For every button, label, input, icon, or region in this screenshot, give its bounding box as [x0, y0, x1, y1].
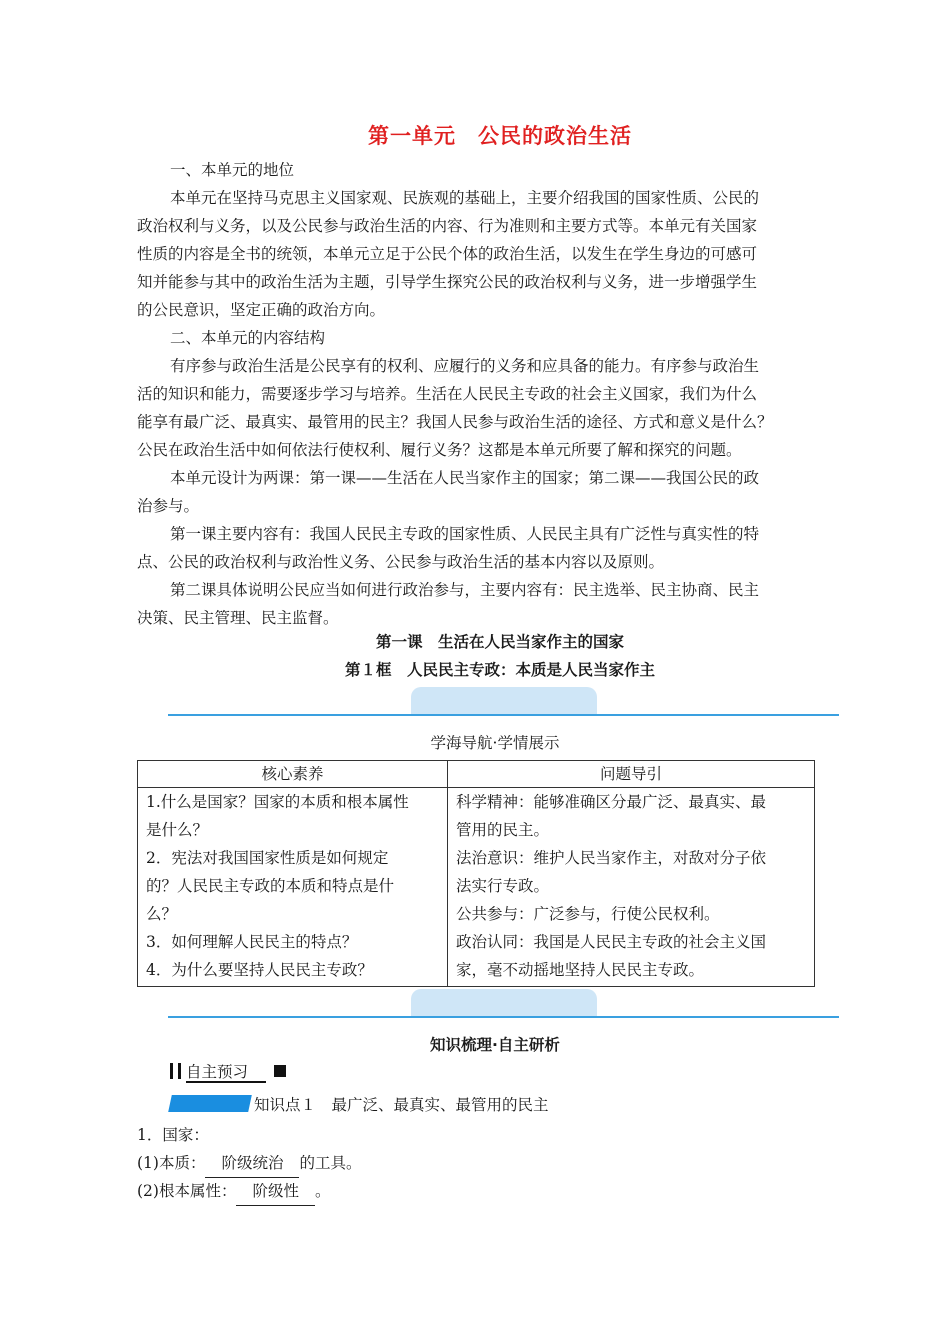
cell-line: 科学精神：能够准确区分最广泛、最真实、最	[456, 793, 767, 811]
section-heading-2: 二、本单元的内容结构	[170, 329, 326, 347]
item-attribute-prefix: (2)根本属性：	[137, 1182, 237, 1200]
cell-line: 1.什么是国家？国家的本质和根本属性	[146, 793, 409, 811]
paragraph-line: 决策、民主管理、民主监督。	[137, 609, 339, 627]
knowledge-point-heading	[170, 1093, 549, 1119]
knowledge-section-label: 知识梳理·自主研析	[430, 1036, 560, 1054]
self-study-heading	[170, 1060, 286, 1082]
cell-line: 4．为什么要坚持人民民主专政？	[146, 961, 373, 979]
item-attribute	[137, 1177, 331, 1205]
fill-blank-answer: 阶级性	[236, 1177, 315, 1206]
knowledge-point-label: 知识点１ 最广泛、最真实、最管用的民主	[254, 1096, 549, 1114]
unit-title: 第一单元 公民的政治生活	[368, 124, 632, 148]
paragraph-line: 知并能参与其中的政治生活为主题，引导学生探究公民的政治权利与义务，进一步增强学生	[137, 273, 758, 291]
cell-line: 公共参与：广泛参与，行使公民权利。	[456, 905, 720, 923]
table-cell-core-literacy	[138, 788, 448, 987]
paragraph-line: 有序参与政治生活是公民享有的权利、应履行的义务和应具备的能力。有序参与政治生	[170, 357, 760, 375]
table-cell-question-guide	[448, 788, 815, 987]
paragraph-line: 本单元在坚持马克思主义国家观、民族观的基础上，主要介绍我国的国家性质、公民的	[170, 189, 760, 207]
item-attribute-suffix: 。	[314, 1182, 331, 1200]
paragraph-line: 治参与。	[137, 497, 200, 515]
item-essence-prefix: (1)本质：	[137, 1154, 206, 1172]
section-banner-tab	[411, 989, 597, 1017]
paragraph-line: 公民在政治生活中如何依法行使权利、履行义务？这都是本单元所要了解和探究的问题。	[137, 441, 742, 459]
table-header-question-guide: 问题导引	[448, 761, 815, 788]
paragraph-line: 点、公民的政治权利与政治性义务、公民参与政治生活的基本内容以及原则。	[137, 553, 665, 571]
cell-line: 法治意识：维护人民当家作主，对敌对分子依	[456, 849, 767, 867]
paragraph-line: 性质的内容是全书的统领，本单元立足于公民个体的政治生活，以发生在学生身边的可感可	[137, 245, 758, 263]
cell-line: 是什么？	[146, 821, 209, 839]
cell-line: 的？人民民主专政的本质和特点是什	[146, 877, 395, 895]
paragraph-line: 活的知识和能力，需要逐步学习与培养。生活在人民民主专政的社会主义国家，我们为什么	[137, 385, 758, 403]
paragraph-line: 本单元设计为两课：第一课——生活在人民当家作主的国家；第二课——我国公民的政	[170, 469, 760, 487]
cell-line: 2．宪法对我国国家性质是如何规定	[146, 849, 389, 867]
core-literacy-table	[137, 760, 815, 987]
knowledge-point-bar-icon	[168, 1095, 252, 1112]
frame-title: 第１框 人民民主专政：本质是人民当家作主	[344, 661, 655, 679]
section-banner-line	[168, 714, 839, 716]
section-banner-tab	[411, 687, 597, 715]
paragraph-line: 第一课主要内容有：我国人民民主专政的国家性质、人民民主具有广泛性与真实性的特	[170, 525, 760, 543]
lesson-title: 第一课 生活在人民当家作主的国家	[375, 633, 624, 651]
cell-line: 么？	[146, 905, 178, 923]
section-banner-line	[168, 1016, 839, 1018]
fill-blank-answer: 阶级统治	[205, 1149, 299, 1178]
cell-line: 管用的民主。	[456, 821, 550, 839]
nav-section-label: 学海导航·学情展示	[430, 734, 560, 752]
paragraph-line: 政治权利与义务，以及公民参与政治生活的内容、行为准则和主要方式等。本单元有关国家	[137, 217, 758, 235]
item-essence	[137, 1149, 362, 1177]
table-header-core-literacy: 核心素养	[138, 761, 448, 788]
section-heading-1: 一、本单元的地位	[170, 161, 295, 179]
cell-line: 法实行专政。	[456, 877, 550, 895]
paragraph-line: 的公民意识，坚定正确的政治方向。	[137, 301, 386, 319]
paragraph-line: 能享有最广泛、最真实、最管用的民主？我国人民参与政治生活的途径、方式和意义是什么？	[137, 413, 773, 431]
item-essence-suffix: 的工具。	[299, 1154, 362, 1172]
paragraph-line: 第二课具体说明公民应当如何进行政治参与，主要内容有：民主选举、民主协商、民主	[170, 581, 760, 599]
self-study-label: 自主预习	[186, 1063, 266, 1083]
cell-line: 政治认同：我国是人民民主专政的社会主义国	[456, 933, 767, 951]
item-state-heading: 1．国家：	[137, 1126, 209, 1144]
square-marker-icon	[274, 1065, 286, 1077]
cell-line: 3．如何理解人民民主的特点？	[146, 933, 358, 951]
bar-marker-icon	[170, 1063, 173, 1079]
bar-marker-icon	[178, 1063, 181, 1079]
cell-line: 家，毫不动摇地坚持人民民主专政。	[456, 961, 705, 979]
